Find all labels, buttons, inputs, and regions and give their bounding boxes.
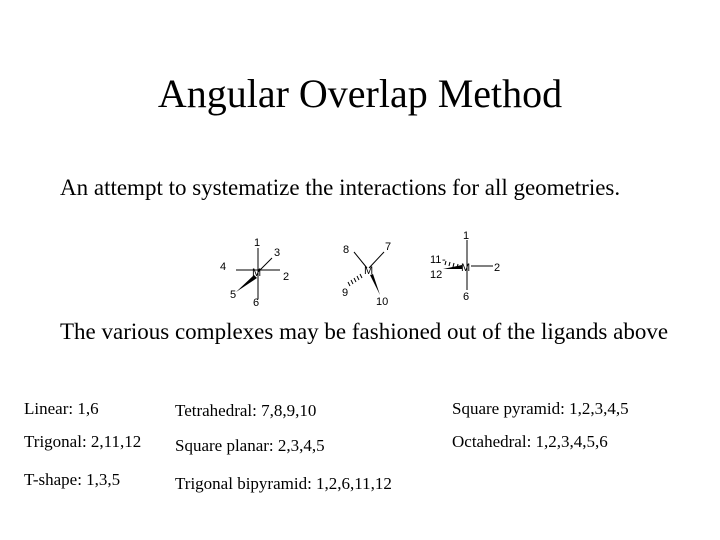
geometry-t-shape: T-shape: 1,3,5 — [24, 470, 121, 489]
ligand-label-2b: 2 — [494, 262, 501, 274]
ligand-label-4: 4 — [220, 261, 227, 273]
geometry-trigonal-bipyramid: Trigonal bipyramid: 1,2,6,11,12 — [175, 474, 392, 493]
geometry-tetrahedral: Tetrahedral: 7,8,9,10 — [175, 401, 317, 420]
wedge-bond-10 — [370, 274, 380, 295]
ligand-label-11-dash: - — [442, 254, 446, 266]
ligand-diagram — [214, 228, 514, 308]
wedge-bond-12 — [443, 265, 462, 269]
ligand-label-8: 8 — [343, 244, 350, 256]
metal-label-1: M — [252, 267, 262, 279]
geometry-square-planar: Square planar: 2,3,4,5 — [175, 436, 325, 455]
ligand-label-1: 1 — [254, 237, 261, 249]
ligand-label-11: 11 — [430, 254, 442, 266]
tetrahedral-fragment — [342, 241, 391, 308]
ligand-label-7: 7 — [385, 241, 392, 253]
geometry-trigonal: Trigonal: 2,11,12 — [24, 432, 142, 451]
metal-label-3: M — [461, 262, 471, 274]
octahedral-fragment — [220, 237, 289, 308]
ligand-label-5: 5 — [230, 289, 237, 301]
ligand-label-6b: 6 — [463, 291, 470, 303]
ligand-label-12: 12 — [430, 269, 443, 281]
ligand-label-1b: 1 — [463, 230, 470, 242]
geometry-octahedral: Octahedral: 1,2,3,4,5,6 — [452, 432, 608, 451]
ligand-label-10: 10 — [376, 296, 389, 308]
geometry-linear: Linear: 1,6 — [24, 399, 99, 418]
ligand-label-6: 6 — [253, 297, 260, 308]
ligand-label-2: 2 — [283, 271, 290, 283]
ligand-label-9: 9 — [342, 287, 349, 299]
ligand-label-3: 3 — [274, 247, 281, 259]
intro-text: An attempt to systematize the interactions for all geometries. — [60, 175, 621, 200]
metal-label-2: M — [364, 265, 374, 277]
description-text: The various complexes may be fashioned out of the ligands above — [60, 319, 669, 344]
slide-title: Angular Overlap Method — [157, 71, 563, 116]
trigonal-fragment — [430, 230, 500, 303]
hashed-bond-9 — [348, 274, 362, 286]
geometry-square-pyramid: Square pyramid: 1,2,3,4,5 — [452, 399, 629, 418]
